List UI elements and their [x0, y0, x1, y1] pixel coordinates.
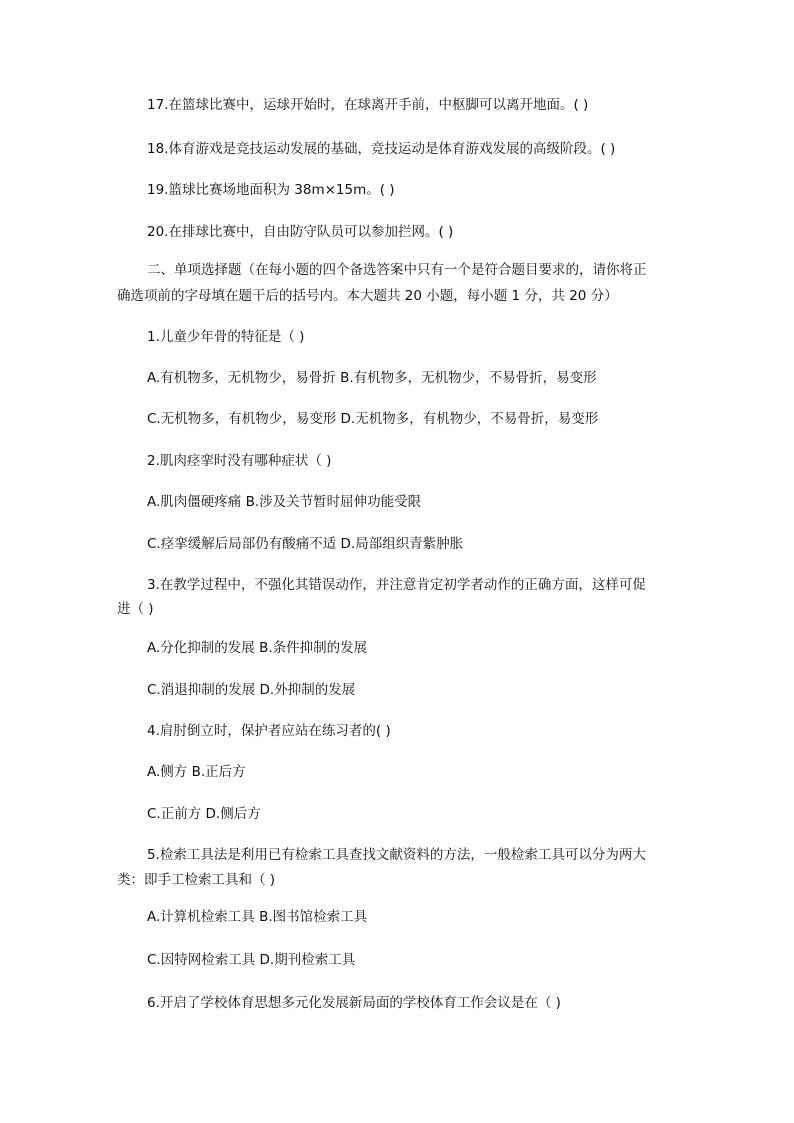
- question-4: 4.肩肘倒立时，保护者应站在练习者的( ): [147, 723, 391, 739]
- question-20: 20.在排球比赛中，自由防守队员可以参加拦网。( ): [147, 224, 454, 240]
- question-5-options-ab: A.计算机检索工具 B.图书馆检索工具: [147, 909, 368, 925]
- question-6: 6.开启了学校体育思想多元化发展新局面的学校体育工作会议是在（ ): [147, 995, 561, 1011]
- question-3-cont: 进（ ): [117, 601, 154, 617]
- section-heading: 二、单项选择题（在每小题的四个备选答案中只有一个是符合题目要求的，请你将正: [147, 262, 647, 278]
- question-2-options-ab: A.肌肉僵硬疼痛 B.涉及关节暂时屈伸功能受限: [147, 494, 422, 510]
- question-5-options-cd: C.因特网检索工具 D.期刊检索工具: [147, 952, 356, 968]
- question-3-options-cd: C.消退抑制的发展 D.外抑制的发展: [147, 682, 356, 698]
- question-5-cont: 类：即手工检索工具和（ ): [117, 872, 276, 888]
- question-1-options-ab: A.有机物多，无机物少，易骨折 B.有机物多，无机物少，不易骨折，易变形: [147, 370, 597, 386]
- question-18: 18.体育游戏是竞技运动发展的基础，竞技运动是体育游戏发展的高级阶段。( ): [147, 141, 616, 157]
- question-3: 3.在教学过程中，不强化其错误动作，并注意肯定初学者动作的正确方面，这样可促: [147, 577, 646, 593]
- question-4-options-ab: A.侧方 B.正后方: [147, 764, 246, 780]
- question-2: 2.肌肉痉挛时没有哪种症状（ ): [147, 453, 332, 469]
- question-5: 5.检索工具法是利用已有检索工具查找文献资料的方法，一般检索工具可以分为两大: [147, 847, 646, 863]
- section-heading-cont: 确选项前的字母填在题干后的括号内。本大题共 20 小题，每小题 1 分，共 20 分）: [117, 288, 618, 304]
- question-1-options-cd: C.无机物多，有机物少，易变形 D.无机物多，有机物少，不易骨折，易变形: [147, 411, 599, 427]
- question-19: 19.篮球比赛场地面积为 38m×15m。( ): [147, 182, 395, 198]
- question-4-options-cd: C.正前方 D.侧后方: [147, 806, 261, 822]
- question-17: 17.在篮球比赛中，运球开始时，在球离开手前，中枢脚可以离开地面。( ): [147, 97, 589, 113]
- question-2-options-cd: C.痉挛缓解后局部仍有酸痛不适 D.局部组织青紫肿胀: [147, 536, 464, 552]
- question-1: 1.儿童少年骨的特征是（ ): [147, 329, 305, 345]
- question-3-options-ab: A.分化抑制的发展 B.条件抑制的发展: [147, 640, 368, 656]
